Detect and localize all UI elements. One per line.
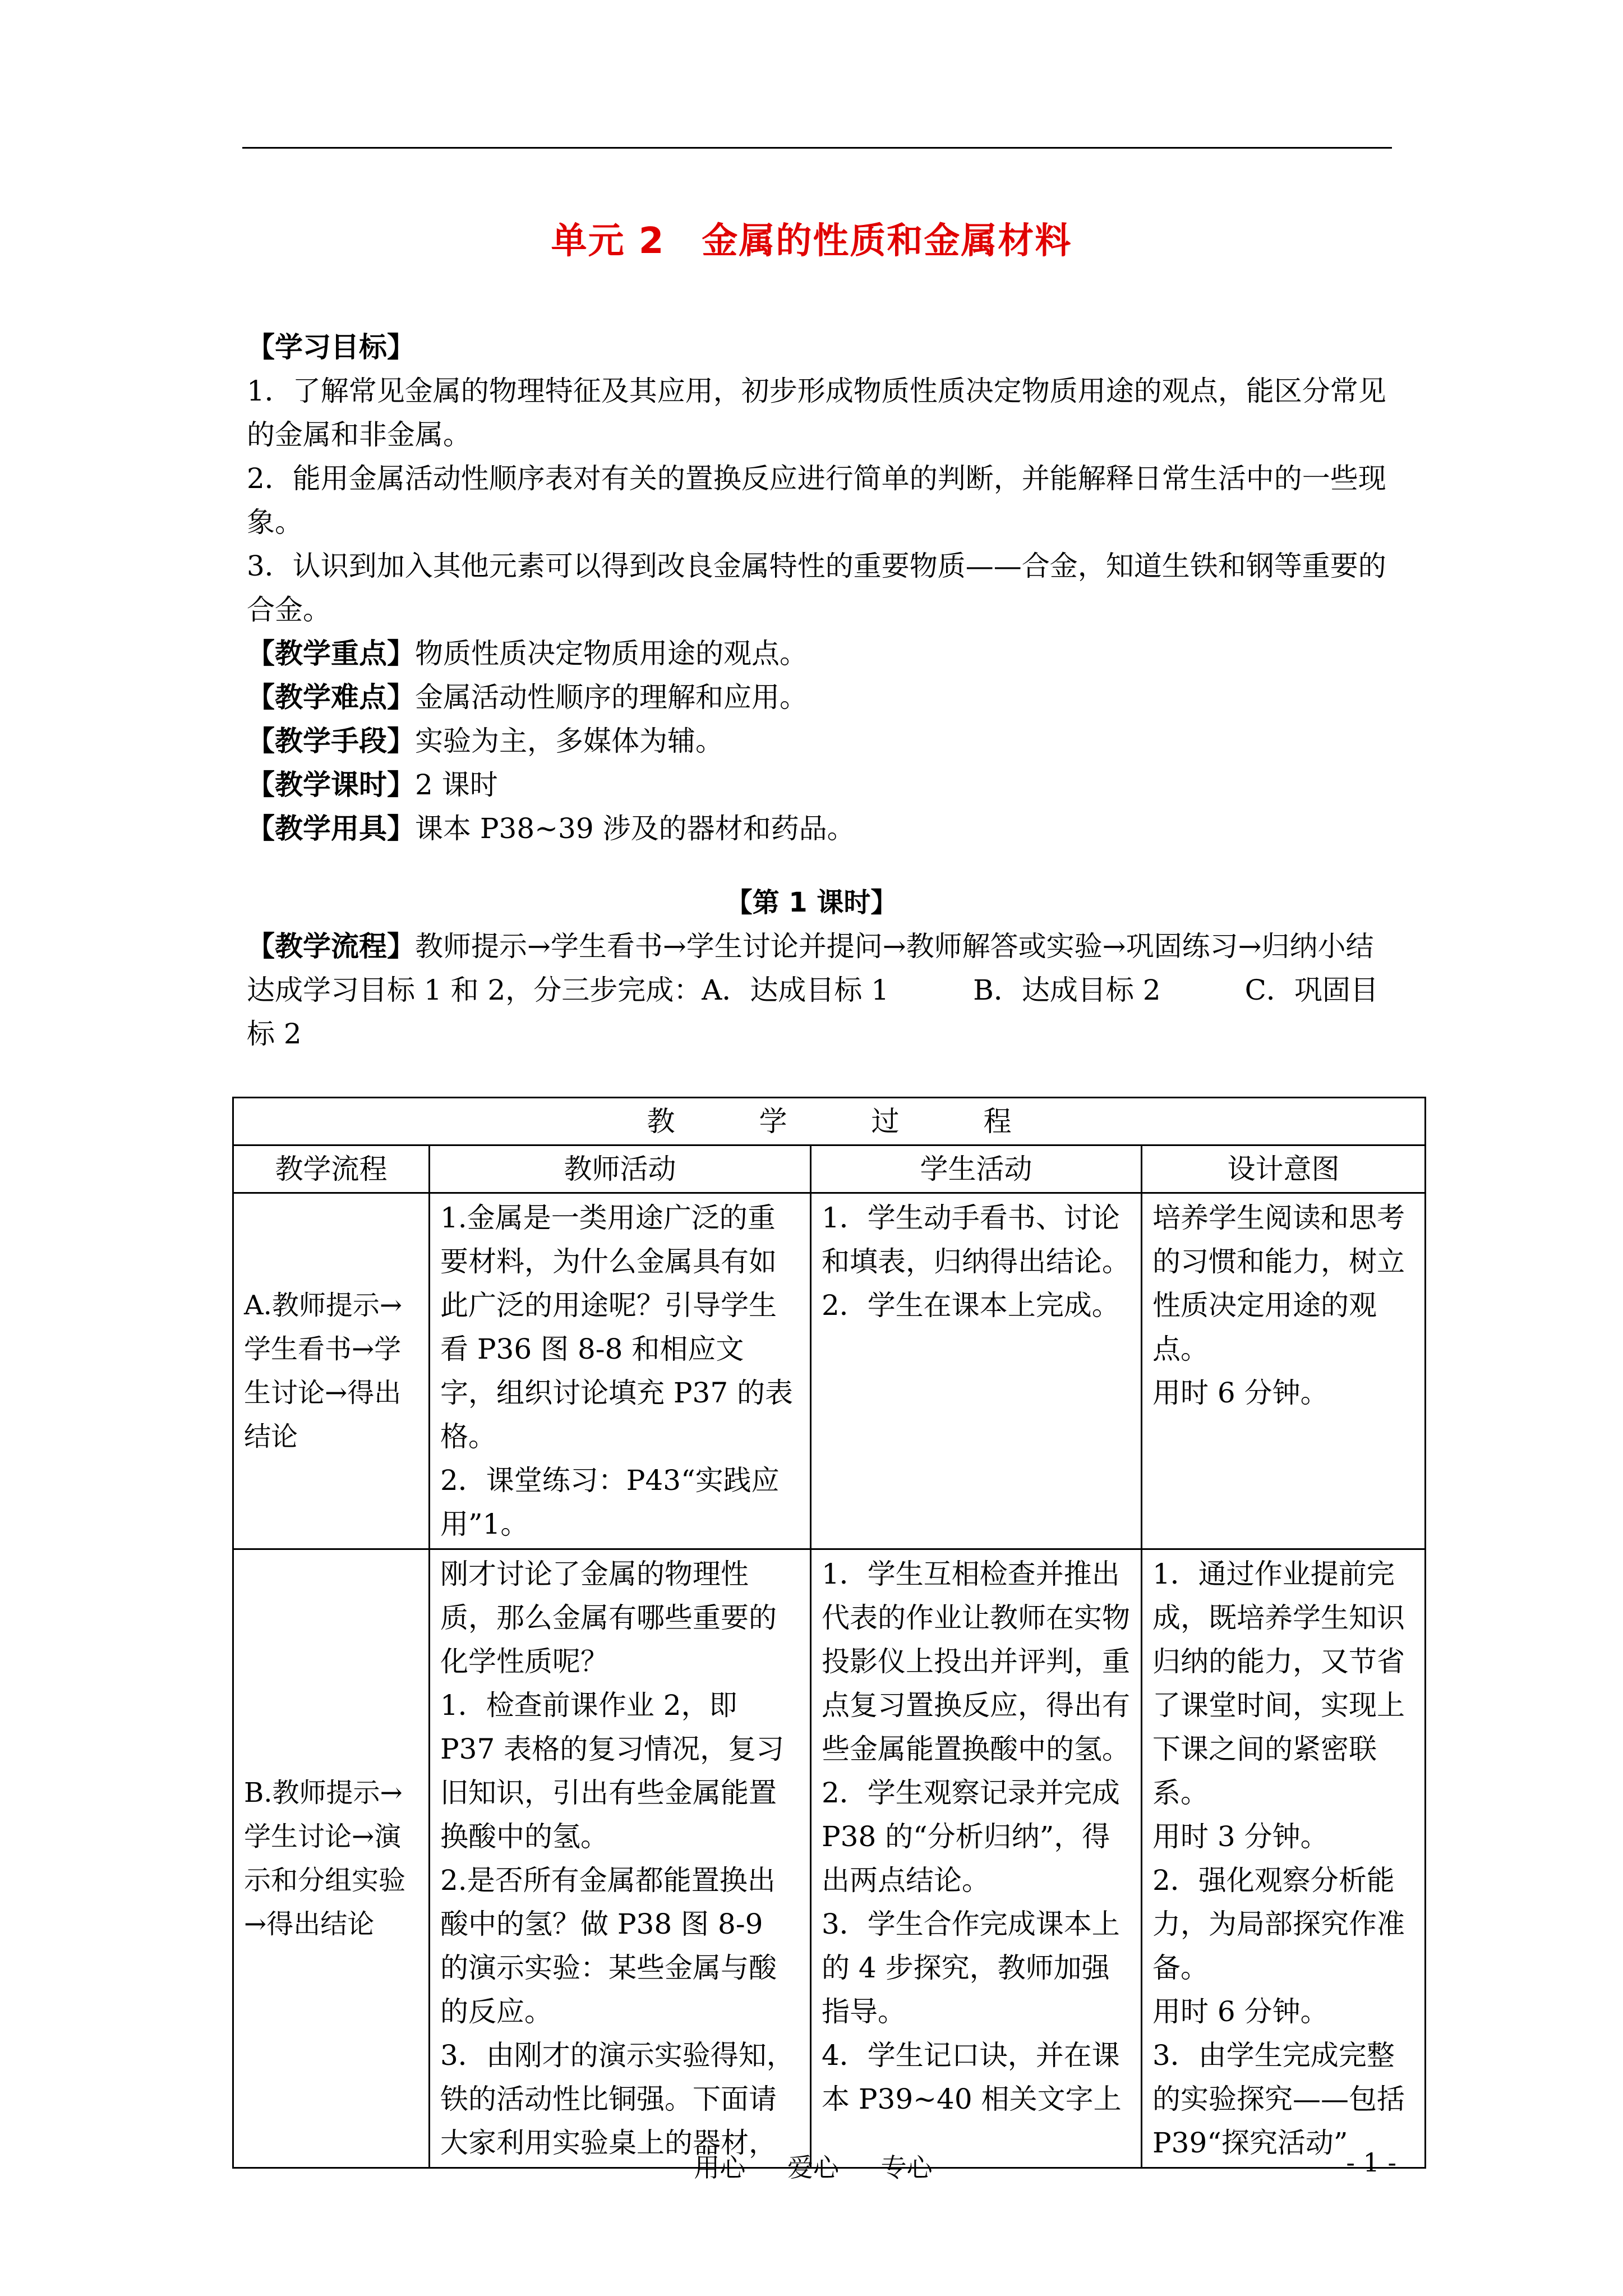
table-row	[233, 1193, 1426, 1549]
meta-tools	[247, 807, 1402, 850]
meta-focus	[247, 632, 1402, 675]
page-number: - 1 -	[1346, 2147, 1396, 2178]
meta-hours	[247, 763, 1402, 807]
flow-label: 【教学流程】	[247, 930, 415, 963]
table-row	[233, 1549, 1426, 2168]
flow-section	[247, 924, 1402, 1056]
intent-cell: 培养学生阅读和思考的习惯和能力，树立性质决定用途的观点。 用时 6 分钟。	[1142, 1193, 1426, 1549]
goals-line: 达成学习目标 1 和 2，分三步完成：A．达成目标 1 B．达成目标 2 C．巩固目标 2	[247, 974, 1378, 1050]
objective-item: 3．认识到加入其他元素可以得到改良金属特性的重要物质——合金，知道生铁和钢等重要的合金。	[247, 550, 1386, 626]
meta-label: 【教学用具】	[247, 812, 415, 845]
column-header: 设计意图	[1142, 1145, 1426, 1193]
student-cell: 1．学生互相检查并推出代表的作业让教师在实物投影仪上投出并评判，重点复习置换反应，得出有些金属能置换酸中的氢。 2．学生观察记录并完成 P38 的“分析归纳”，得出两点结论。 3．学生合作完成课本上的 4 步探究，教师加强指导。 4．学生记口诀，并在课本 P39~40 相关文字上	[811, 1549, 1142, 2168]
meta-label: 【教学重点】	[247, 637, 415, 670]
flow-cell: B.教师提示→学生讨论→演示和分组实验→得出结论	[233, 1549, 430, 2168]
teacher-cell: 刚才讨论了金属的物理性质，那么金属有哪些重要的化学性质呢？ 1．检查前课作业 2，即 P37 表格的复习情况，复习旧知识，引出有些金属能置换酸中的氢。 2.是否所有金属都能置换出酸中的氢？做 P38 图 8-9 的演示实验：某些金属与酸的反应。 3．由刚才的演示实验得知，铁的活动性比铜强。下面请大家利用实验桌上的器材，	[430, 1549, 811, 2168]
flow-cell: A.教师提示→学生看书→学生讨论→得出结论	[233, 1193, 430, 1549]
page-title: 单元 2 金属的性质和金属材料	[551, 220, 1072, 262]
meta-label: 【教学课时】	[247, 769, 415, 801]
objective-item: 1．了解常见金属的物理特征及其应用，初步形成物质性质决定物质用途的观点，能区分常见的金属和非金属。	[247, 375, 1386, 451]
meta-difficulty	[247, 675, 1402, 719]
meta-value: 金属活动性顺序的理解和应用。	[415, 681, 808, 714]
column-header: 教学流程	[233, 1145, 430, 1193]
meta-value: 实验为主，多媒体为辅。	[415, 725, 723, 757]
footer-motto: 用心 爱心 专心	[694, 2152, 933, 2183]
table-title: 教 学 过 程	[233, 1098, 1426, 1145]
meta-value: 2 课时	[415, 769, 498, 801]
student-cell: 1．学生动手看书、讨论和填表，归纳得出结论。 2．学生在课本上完成。	[811, 1193, 1142, 1549]
lesson-heading: 【第 1 课时】	[725, 887, 898, 918]
objectives-heading: 【学习目标】	[247, 331, 415, 364]
intent-cell: 1．通过作业提前完成，既培养学生知识归纳的能力，又节省了课堂时间，实现上下课之间的紧密联系。 用时 3 分钟。 2．强化观察分析能力，为局部探究作准备。 用时 6 分钟。 3．由学生完成完整的实验探究——包括 P39“探究活动”	[1142, 1549, 1426, 2168]
header-rule	[242, 147, 1392, 149]
meta-means	[247, 719, 1402, 763]
flow-line	[247, 924, 1402, 968]
flow-text: 教师提示→学生看书→学生讨论并提问→教师解答或实验→巩固练习→归纳小结	[415, 930, 1374, 963]
meta-value: 物质性质决定物质用途的观点。	[415, 637, 808, 670]
teacher-cell: 1.金属是一类用途广泛的重要材料，为什么金属具有如此广泛的用途呢？引导学生看 P36 图 8-8 和相应文字，组织讨论填充 P37 的表格。 2．课堂练习：P43“实践应用”1。	[430, 1193, 811, 1549]
column-header: 学生活动	[811, 1145, 1142, 1193]
process-table	[232, 1097, 1426, 2169]
objective-item: 2．能用金属活动性顺序表对有关的置换反应进行简单的判断，并能解释日常生活中的一些现象。	[247, 462, 1386, 539]
meta-label: 【教学手段】	[247, 725, 415, 757]
objectives-section	[247, 325, 1402, 850]
meta-value: 课本 P38~39 涉及的器材和药品。	[415, 812, 855, 845]
meta-label: 【教学难点】	[247, 681, 415, 714]
column-header: 教师活动	[430, 1145, 811, 1193]
